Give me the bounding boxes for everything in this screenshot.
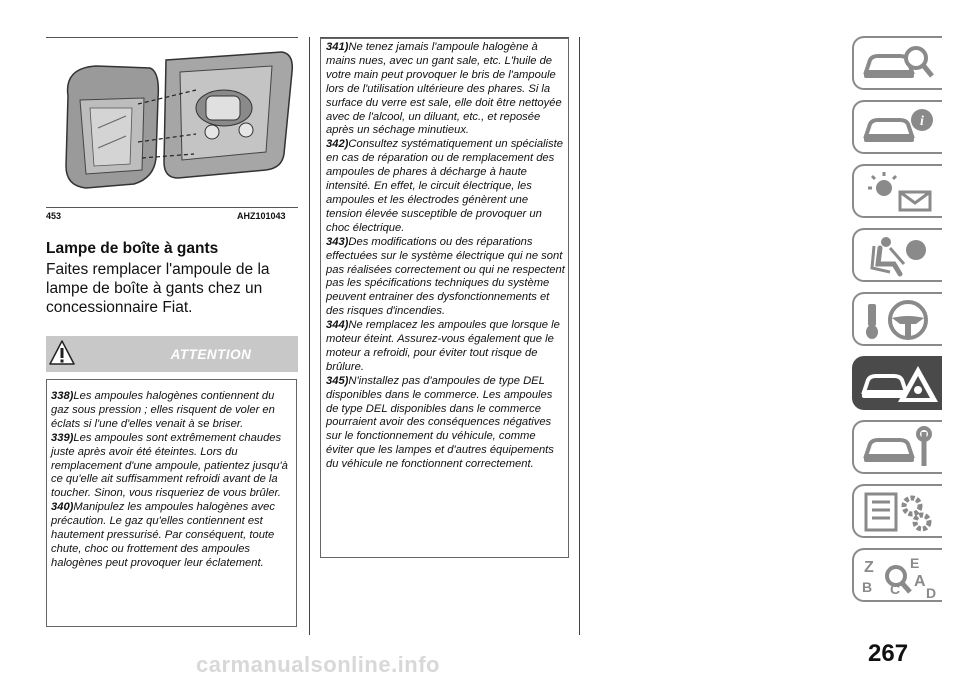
note-number: 340)	[51, 501, 74, 514]
note-text: Les ampoules halogènes contiennent du gaz sous pression ; elles risquent de voler en éclats si l'une d'elles venait à se briser.	[51, 390, 275, 430]
tab-warning-lights[interactable]	[852, 164, 942, 218]
tab-key-steering[interactable]	[852, 292, 942, 346]
svg-text:E: E	[910, 555, 920, 571]
watermark: carmanualsonline.info	[196, 652, 440, 677]
column-divider	[579, 37, 580, 635]
note-343	[326, 236, 566, 319]
figure-rule	[46, 207, 298, 208]
section-title: Lampe de boîte à gants	[46, 240, 219, 257]
note-number: 344)	[326, 319, 349, 332]
note-text: Les ampoules sont extrêmement chaudes juste après avoir été éteintes. Lors du remplacement d'une ampoule, patientez jusqu'à ce qu'elle ait suffisamment refroidi avant de la toucher. Sinon, vous risqueriez de vous brûler.	[51, 431, 288, 500]
warning-notes-right	[326, 41, 566, 472]
tab-breakdown[interactable]	[852, 356, 942, 410]
note-338	[51, 390, 294, 432]
tab-specifications[interactable]	[852, 484, 942, 538]
page-number: 267	[868, 640, 909, 667]
note-number: 345)	[326, 374, 349, 387]
note-345	[326, 375, 566, 472]
tab-seat-airbag[interactable]	[852, 228, 942, 282]
note-number: 343)	[326, 235, 349, 248]
note-344	[326, 319, 566, 375]
car-wrench-icon	[860, 426, 940, 470]
svg-text:C: C	[890, 581, 901, 597]
car-breakdown-warning-icon	[860, 362, 940, 406]
warning-lights-message-icon	[860, 170, 940, 214]
note-text: Ne remplacez les ampoules que lorsque le moteur éteint. Assurez-vous également que le moteur a refroidi, pour éviter tout risque de brûlure.	[326, 319, 560, 373]
specifications-gears-icon	[860, 490, 940, 534]
svg-text:D: D	[926, 585, 937, 598]
alphabetical-index-icon	[860, 554, 940, 598]
svg-text:A: A	[914, 573, 926, 590]
tab-car-maintenance[interactable]	[852, 420, 942, 474]
note-number: 339)	[51, 431, 74, 444]
note-text: Consultez systématiquement un spécialiste en cas de réparation ou de remplacement des ampoules de phares à décharge à haute intensité. En effet, le circuit électrique, les ampoules et les électrodes génèrent une tension élevée susceptible de provoquer un choc électrique.	[326, 138, 563, 234]
svg-text:B: B	[862, 579, 873, 595]
warning-notes-left	[51, 390, 294, 571]
seat-airbag-icon	[860, 234, 940, 278]
note-text: Manipulez les ampoules halogènes avec précaution. Le gaz qu'elles contiennent est hautement pressurisé. Par conséquent, toute chute, choc ou frottement des ampoules halogènes peut provoquer leur éclatement.	[51, 501, 275, 569]
note-text: N'installez pas d'ampoules de type DEL disponibles dans le commerce. Les ampoules de type DEL disponibles dans le commerce pourraient avoir des conséquences négatives sur le fonctionnement du véhicule, comme éviter que les lampes et d'autres équipements du véhicule ne fonctionnent correctement.	[326, 374, 554, 471]
note-342	[326, 138, 566, 235]
glovebox-lamp-figure	[46, 38, 298, 206]
note-text: Ne tenez jamais l'ampoule halogène à mains nues, avec un gant sale, etc. L'huile de votre main peut provoquer le bris de l'ampoule lors de l'utilisation ultérieure des phares. Si la surface du verre est sale, elle doit être nettoyée avec de l'alcool, un diluant, etc., et reposée après un séchage minutieux.	[326, 41, 562, 137]
note-number: 342)	[326, 138, 349, 151]
figure-number: 453	[46, 211, 62, 221]
svg-text:i: i	[920, 114, 924, 129]
section-body: Faites remplacer l'ampoule de la lampe de boîte à gants chez un concessionnaire Fiat.	[46, 261, 270, 316]
note-339	[51, 432, 294, 502]
note-text: Des modifications ou des réparations effectuées sur le système électrique qui ne sont pas réalisées correctement ou qui ne respectent pas les spécifications techniques du système peuvent entrainer des dysfonctionnements et des risques d'incendies.	[326, 235, 565, 318]
figure-code: AHZ101043	[237, 211, 286, 221]
tab-index[interactable]	[852, 548, 942, 602]
column-divider	[309, 37, 310, 635]
note-number: 341)	[326, 41, 349, 53]
warning-title: ATTENTION	[170, 347, 252, 362]
key-steering-wheel-icon	[860, 298, 940, 342]
tab-car-info[interactable]	[852, 100, 942, 154]
note-number: 338)	[51, 390, 74, 402]
svg-text:Z: Z	[864, 559, 874, 576]
tab-car-search[interactable]	[852, 36, 942, 90]
note-341	[326, 41, 566, 138]
car-info-icon	[860, 106, 940, 150]
car-search-icon	[860, 42, 940, 86]
note-340	[51, 501, 294, 571]
